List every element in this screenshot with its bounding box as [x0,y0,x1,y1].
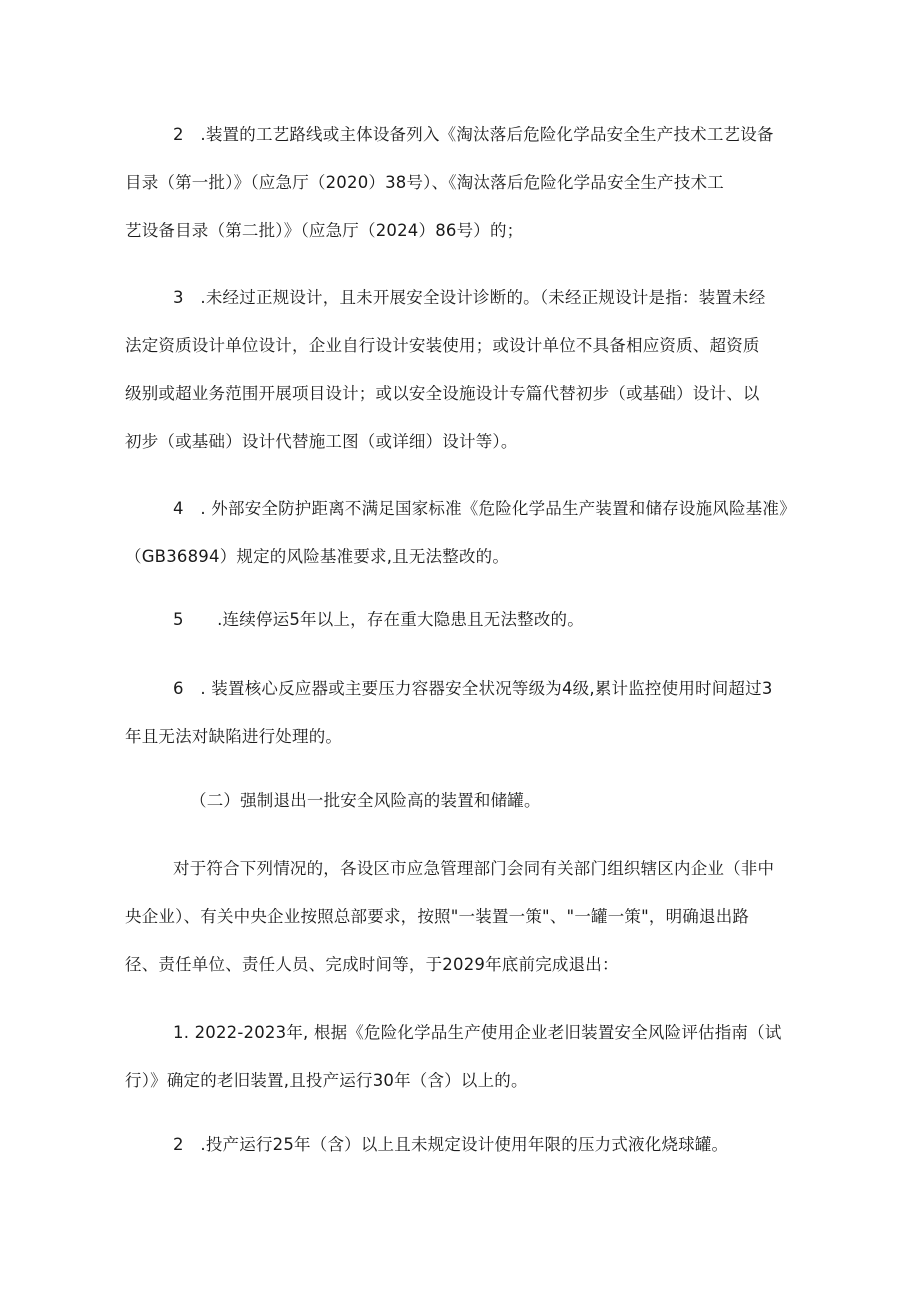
paragraph-item-3 [125,274,785,466]
text-line: （GB36894）规定的风险基准要求,且无法整改的。 [125,547,510,566]
text-line: 初步（或基础）设计代替施工图（或详细）设计等）。 [125,432,518,451]
paragraph-list-item-1 [125,1009,785,1105]
text-line: 2 .装置的工艺路线或主体设备列入《淘汰落后危险化学品安全生产技术工艺设备 [173,125,774,144]
text-line: 目录（第一批）》（应急厅（2020）38号）、《淘汰落后危险化学品安全生产技术工 [125,173,724,192]
text-line: 径、责任单位、责任人员、完成时间等，于2029年底前完成退出： [125,955,619,974]
paragraph-item-6 [125,665,785,761]
paragraph-item-5 [125,596,785,644]
text-line: 对于符合下列情况的，各设区市应急管理部门会同有关部门组织辖区内企业（非中 [173,859,775,878]
paragraph-intro [125,845,785,989]
text-line: 级别或超业务范围开展项目设计；或以安全设施设计专篇代替初步（或基础）设计、以 [125,384,760,403]
paragraph-item-4 [125,485,796,581]
text-line: 1. 2022-2023年, 根据《危险化学品生产使用企业老旧装置安全风险评估指南（试 [173,1023,782,1042]
text-line: 4 . 外部安全防护距离不满足国家标准《危险化学品生产装置和储存设施风险基准》 [173,499,796,518]
text-line: 3 .未经过正规设计，且未开展安全设计诊断的。（未经正规设计是指：装置未经 [173,288,766,307]
text-line: 央企业）、有关中央企业按照总部要求，按照"一装置一策"、"一罐一策"，明确退出路 [125,907,750,926]
text-line: 艺设备目录（第二批）》（应急厅（2024）86号）的； [125,221,524,240]
text-line: （二）强制退出一批安全风险高的装置和储罐。 [190,791,541,810]
text-line: 年且无法对缺陷进行处理的。 [125,727,343,746]
text-line: 2 .投产运行25年（含）以上且未规定设计使用年限的压力式液化烧球罐。 [173,1135,729,1154]
paragraph-item-2 [125,111,785,255]
paragraph-list-item-2 [125,1121,785,1169]
text-line: 6 . 装置核心反应器或主要压力容器安全状况等级为4级,累计监控使用时间超过3 [173,679,773,698]
text-line: 行）》确定的老旧装置,且投产运行30年（含）以上的。 [125,1071,528,1090]
text-line: 法定资质设计单位设计，企业自行设计安装使用；或设计单位不具备相应资质、超资质 [125,336,760,355]
text-line: 5 .连续停运5年以上，存在重大隐患且无法整改的。 [173,610,584,629]
section-heading [125,777,785,825]
